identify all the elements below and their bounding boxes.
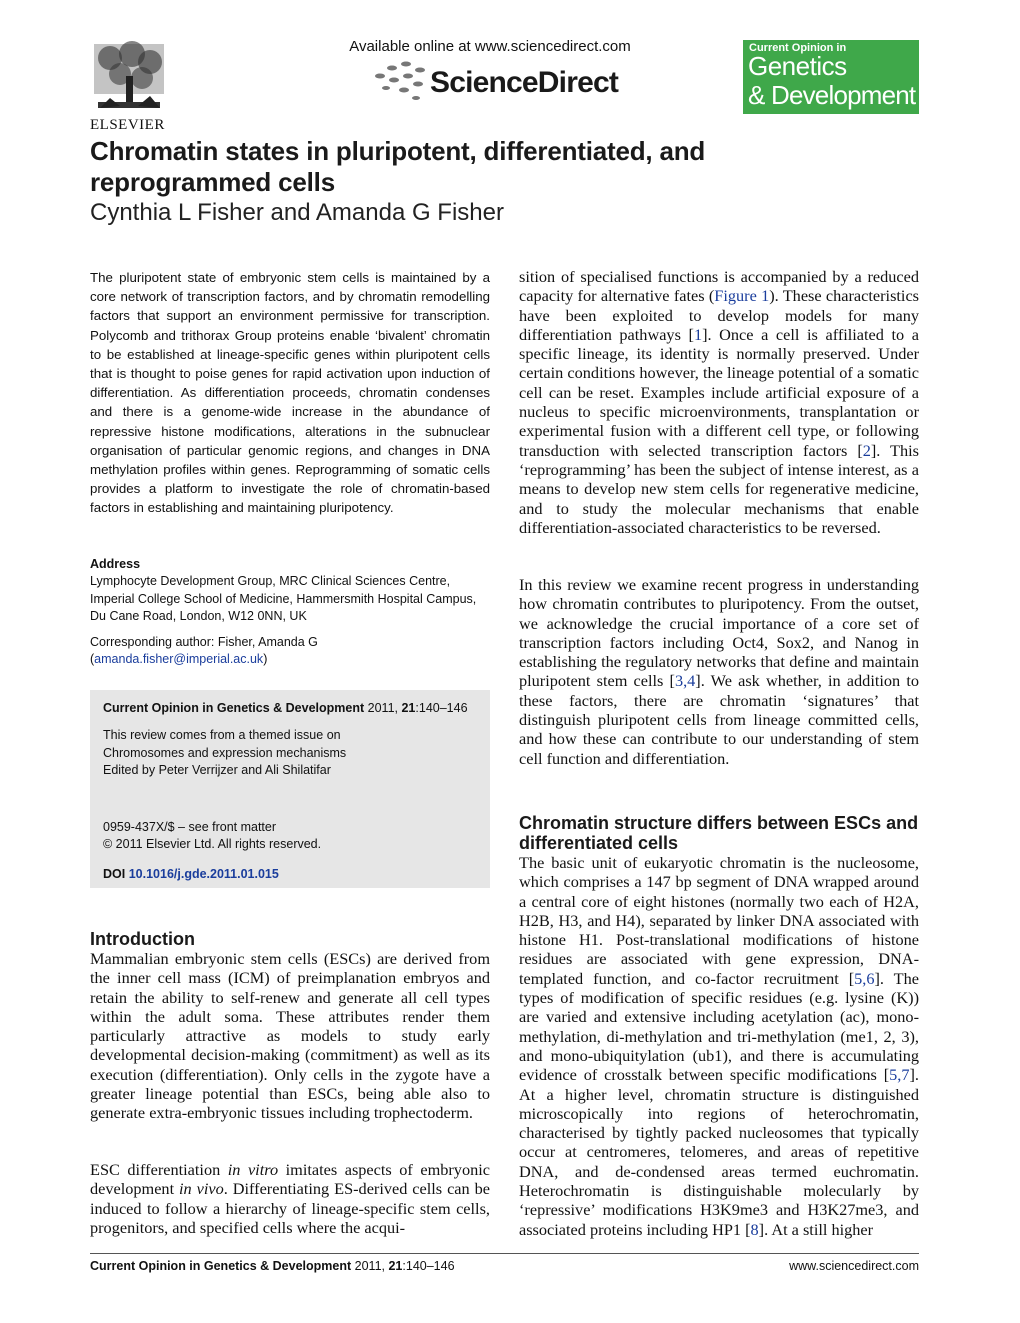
text-run: ]. At a still higher — [758, 1219, 874, 1239]
text-run: ). These characteristics have been exploited to develop models for many differentiation pathways [ — [519, 286, 920, 344]
text-run: imitates aspects of embryonic development — [90, 1160, 490, 1199]
sciencedirect-dots-icon — [372, 58, 430, 104]
introduction-paragraph — [90, 1160, 490, 1237]
text-run: sition of specialised functions is accompanied by a reduced capacity for alternative fates ( — [519, 267, 919, 306]
article-authors: Cynthia L Fisher and Amanda G Fisher — [90, 199, 504, 226]
citation-link[interactable]: 1 — [693, 324, 703, 344]
corresponding-author — [90, 634, 490, 669]
chromatin-section-heading: Chromatin structure differs between ESCs and differentiated cells — [519, 813, 919, 853]
journal-logo — [743, 40, 919, 114]
text-run: ]. This ‘reprogramming’ has been the subject of intense interest, as a means to develop new stem cells for regenerative medicine, and to study the molecular mechanisms that enable differentiation-associated characteristics to be reversed. — [519, 440, 920, 537]
body-paragraph — [519, 267, 919, 537]
abstract: The pluripotent state of embryonic stem cells is maintained by a core network of transcription factors, and by chromatin remodelling factors that support an environment permissive for transcription. Polycomb and trithorax Group proteins enable ‘bivalent’ chromatin to be established at lineage-specific genes within pluripotent cells that is thought to poise genes for rapid activation upon induction of differentiation. As differentiation proceeds, chromatin condenses and there is a genome-wide increase in the abundance of repressive histone modifications, alterations in the subnuclear organisation of particular genomic regions, and changes in DNA methylation profiles within genes. Reprogramming of somatic cells provides a platform to investigate the role of chromatin-based factors in establishing and maintaining pluripotency. — [90, 270, 490, 516]
footer-volume: 21 — [388, 1259, 403, 1273]
info-theme-line: Chromosomes and expression mechanisms — [103, 745, 347, 760]
email-link[interactable]: amanda.fisher@imperial.ac.uk — [94, 652, 264, 667]
body-paragraph — [519, 575, 919, 768]
sciencedirect-wordmark: ScienceDirect — [430, 66, 619, 99]
citation-link[interactable]: 5,6 — [854, 968, 875, 988]
info-copyright-line: © 2011 Elsevier Ltd. All rights reserved. — [103, 837, 322, 852]
elsevier-logo — [90, 40, 170, 132]
available-online-text: Available online at www.sciencedirect.com — [349, 38, 631, 55]
journal-logo-line1: Current Opinion in — [749, 42, 847, 54]
introduction-paragraph: Mammalian embryonic stem cells (ESCs) are derived from the inner cell mass (ICM) of preimplanation embryos and retain the ability to self-renew and generate all cell types within the adult soma. These attributes render them particularly attractive as models to study early developmental decision-making (commitment) as well as its execution (differentiation). Only cells in the zygote have a greater lineage potential than ESCs, being able also to generate extra-embryonic tissues including trophectoderm. — [90, 949, 490, 1123]
info-issn: 0959-437X/$ – see front matter — [103, 820, 277, 835]
sciencedirect-logo — [372, 58, 622, 104]
journal-logo-line2: Genetics — [748, 51, 847, 81]
footer-journal-name: Current Opinion in Genetics & Development — [90, 1259, 352, 1273]
citation-link[interactable]: 8 — [750, 1219, 759, 1239]
info-journal-citation — [103, 700, 483, 717]
paren-open: ( — [90, 652, 95, 667]
footer-year: 2011, — [354, 1259, 385, 1273]
corresponding-author-text: Corresponding author: Fisher, Amanda G — [90, 635, 318, 649]
info-journal-pages: :140–146 — [415, 701, 468, 715]
info-journal-volume: 21 — [401, 701, 416, 715]
paren-close: ) — [263, 652, 268, 667]
address-block — [90, 556, 490, 625]
italic-text: in vitro — [227, 1160, 279, 1179]
corresponding-email-line — [90, 651, 490, 668]
italic-text: in vivo — [179, 1179, 224, 1199]
info-theme-line: Edited by Peter Verrijzer and Ali Shilatifar — [103, 762, 331, 777]
text-run: ]. The types of modification of specific residues (e.g. lysine (K)) are varied and extensive including acetylation (ac), mono-methylation, di-methylation and tri-methylation (me1, 2, 3), and mono-ubiquitylation (ub1), and there is accumulating evidence of crosstalk between specific modifications [ — [519, 968, 919, 1085]
doi-label: DOI — [103, 866, 126, 881]
text-run: ]. We ask whether, in addition to these factors, there are chromatin ‘signatures’ that distinguish pluripotent cells from lineage committed cells, and how these can contribute to our understanding of stem cell function and differentiation. — [519, 671, 919, 768]
address-line: Imperial College School of Medicine, Hammersmith Hospital Campus, — [90, 591, 477, 606]
info-journal-name: Current Opinion in Genetics & Development — [103, 701, 365, 715]
footer-pages: :140–146 — [402, 1259, 455, 1273]
address-label: Address — [90, 557, 141, 571]
footer-divider — [90, 1253, 919, 1254]
citation-link[interactable]: 5,7 — [889, 1065, 910, 1085]
publisher-name: ELSEVIER — [90, 117, 165, 133]
info-copyright — [103, 819, 483, 854]
text-run: The basic unit of eukaryotic chromatin is the nucleosome, which comprises a 147 bp segment of DNA wrapped around a central core of eight histones (normally two each of H2A, H2B, H3, and H4), separated by linker DNA associated with histone H1. Post-translational modifications of histone residues are associated with gene expression, DNA-templated function, and co-factor recruitment [ — [519, 853, 919, 988]
text-run: ]. Once a cell is affiliated to a specific lineage, its identity is normally preserved. Under certain conditions however, the lineage potential of a somatic cell can be reset. Examples include artificial exposure of a nucleus to specific microenvironments, transplantation or experimental fusion with a different cell type, or following transduction with selected transcription factors [ — [519, 324, 919, 460]
info-doi — [103, 866, 483, 883]
info-journal-year: 2011, — [367, 701, 398, 715]
text-run: . Differentiating ES-derived cells can be induced to follow a hierarchy of lineage-specific stem cells, progenitors, and specified cells where the acqui- — [90, 1179, 490, 1237]
figure-reference-link[interactable]: Figure 1 — [714, 286, 770, 306]
article-title: Chromatin states in pluripotent, differentiated, and reprogrammed cells — [90, 136, 706, 197]
info-theme-line: This review comes from a themed issue on — [103, 728, 341, 743]
info-theme — [103, 727, 483, 779]
address-line: Du Cane Road, London, W12 0NN, UK — [90, 608, 307, 623]
introduction-heading: Introduction — [90, 929, 195, 949]
address-line: Lymphocyte Development Group, MRC Clinical Sciences Centre, — [90, 574, 451, 589]
journal-logo-line3: & Development — [748, 80, 916, 110]
body-paragraph — [519, 853, 919, 1239]
text-run: In this review we examine recent progress in understanding how chromatin contributes to pluripotency. From the outset, we acknowledge the crucial importance of a core set of transcription factors including Oct4, Sox2, and Nanog in establishing the regulatory networks that define and maintain pluripotent stem cells [ — [519, 575, 919, 691]
article-info-box — [90, 690, 490, 888]
doi-link[interactable]: 10.1016/j.gde.2011.01.015 — [128, 866, 279, 881]
footer-url[interactable]: www.sciencedirect.com — [789, 1259, 919, 1273]
text-run: ]. At a higher level, chromatin structure is distinguished microscopically into regions of heterochromatin, characterised by tightly packed nucleosomes that typically occur at centromeres, telomeres, and areas of repetitive DNA, and de-condensed areas termed euchromatin. Heterochromatin is distinguishable molecularly by ‘repressive’ modifications H3K9me3 and H3K27me3, and associated proteins including HP1 [ — [519, 1065, 919, 1239]
elsevier-tree-icon — [90, 40, 168, 112]
text-run: ESC differentiation — [90, 1160, 221, 1179]
citation-link[interactable]: 2 — [862, 440, 871, 460]
footer-citation — [90, 1259, 455, 1273]
citation-link[interactable]: 3,4 — [674, 671, 696, 691]
